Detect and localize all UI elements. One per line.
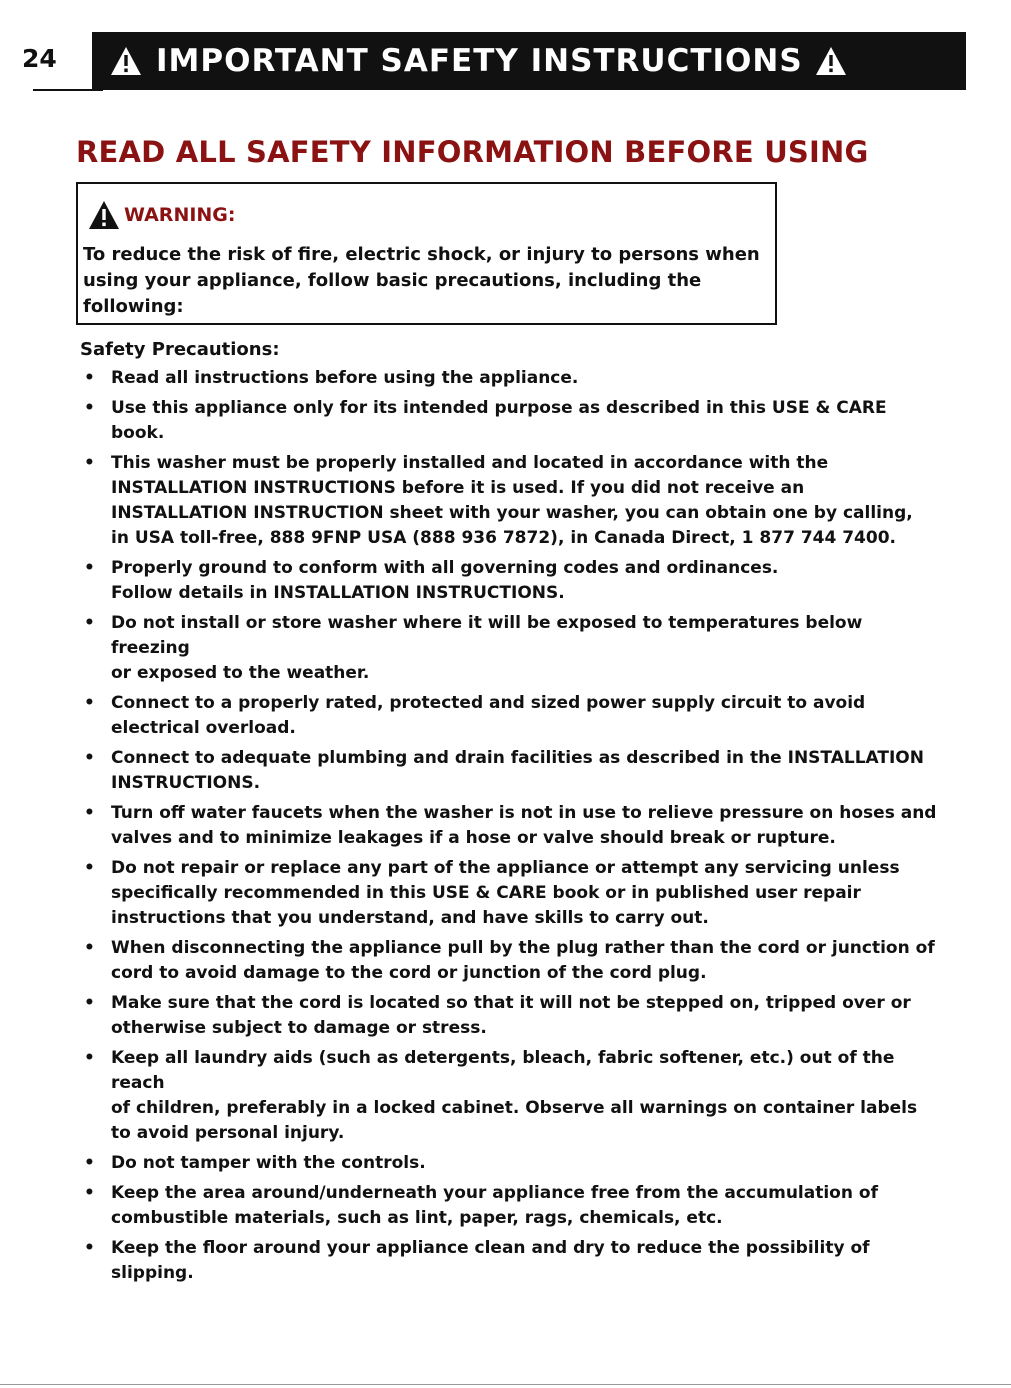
- bullet-icon: •: [84, 1048, 95, 1068]
- list-item-text: Keep the area around/underneath your appliance free from the accumulation of combustible materials, such as lint, paper, rags, chemicals, etc.: [111, 1183, 878, 1228]
- list-item: [80, 396, 940, 446]
- list-item: [80, 856, 940, 931]
- list-item-text: Keep the floor around your appliance clean and dry to reduce the possibility of slipping.: [111, 1238, 870, 1283]
- list-item: [80, 556, 940, 606]
- bottom-rule: [0, 1384, 1011, 1385]
- list-item: [80, 936, 940, 986]
- list-item: [80, 991, 940, 1041]
- warning-heading: [88, 200, 236, 230]
- bullet-icon: •: [84, 803, 95, 823]
- bullet-icon: •: [84, 748, 95, 768]
- list-item: [80, 1151, 940, 1176]
- bullet-icon: •: [84, 693, 95, 713]
- list-item-text: Keep all laundry aids (such as detergents, bleach, fabric softener, etc.) out of the reach of children, preferably in a locked cabinet. Observe all warnings on container labels to avoid personal injury.: [111, 1048, 918, 1143]
- page-number: 24: [22, 44, 57, 73]
- bullet-icon: •: [84, 558, 95, 578]
- bullet-icon: •: [84, 1183, 95, 1203]
- bullet-icon: •: [84, 938, 95, 958]
- list-item: [80, 611, 940, 686]
- list-item-text: Use this appliance only for its intended purpose as described in this USE & CARE book.: [111, 398, 887, 443]
- list-item-text: Connect to adequate plumbing and drain facilities as described in the INSTALLATION INSTRUCTIONS.: [111, 748, 924, 793]
- list-item-text: Connect to a properly rated, protected and sized power supply circuit to avoid electrical overload.: [111, 693, 866, 738]
- list-item: [80, 1236, 940, 1286]
- list-item-text: Do not install or store washer where it will be exposed to temperatures below freezing or exposed to the weather.: [111, 613, 863, 683]
- bullet-icon: •: [84, 613, 95, 633]
- list-item: [80, 801, 940, 851]
- warning-box: [76, 182, 777, 325]
- section-label: Safety Precautions:: [80, 339, 280, 360]
- list-item-text: This washer must be properly installed and located in accordance with the INSTALLATION INSTRUCTIONS before it is used. If you did not receive an INSTALLATION INSTRUCTION sheet with your washer, you can obtain one by calling, in USA toll-free, 888 9FNP USA (888 936 7872), in Canada Direct, 1 877 744 7400.: [111, 453, 913, 548]
- list-item: [80, 1046, 940, 1146]
- list-item-text: Turn off water faucets when the washer is not in use to relieve pressure on hoses and valves and to minimize leakages if a hose or valve should break or rupture.: [111, 803, 937, 848]
- list-item: [80, 746, 940, 796]
- page-title: READ ALL SAFETY INFORMATION BEFORE USING: [76, 135, 869, 169]
- list-item: [80, 366, 940, 391]
- bullet-icon: •: [84, 858, 95, 878]
- bullet-icon: •: [84, 993, 95, 1013]
- warning-triangle-icon: [815, 46, 847, 76]
- list-item-text: When disconnecting the appliance pull by the plug rather than the cord or junction of cord to avoid damage to the cord or junction of the cord plug.: [111, 938, 935, 983]
- list-item-text: Do not repair or replace any part of the appliance or attempt any servicing unless specifically recommended in this USE & CARE book or in published user repair instructions that you understand, and have skills to carry out.: [111, 858, 900, 928]
- bullet-icon: •: [84, 1238, 95, 1258]
- list-item-text: Properly ground to conform with all governing codes and ordinances. Follow details in INSTALLATION INSTRUCTIONS.: [111, 558, 779, 603]
- bullet-icon: •: [84, 368, 95, 388]
- list-item: [80, 451, 940, 551]
- bullet-icon: •: [84, 398, 95, 418]
- list-item: [80, 1181, 940, 1231]
- warning-text: To reduce the risk of fire, electric shock, or injury to persons when using your appliance, follow basic precautions, including the following:: [83, 244, 760, 317]
- banner-title: IMPORTANT SAFETY INSTRUCTIONS: [156, 43, 803, 79]
- warning-triangle-icon: [88, 200, 120, 230]
- list-item-text: Do not tamper with the controls.: [111, 1153, 426, 1173]
- bullet-icon: •: [84, 453, 95, 473]
- list-item: [80, 691, 940, 741]
- precautions-list: [80, 366, 940, 1291]
- bullet-icon: •: [84, 1153, 95, 1173]
- list-item-text: Read all instructions before using the appliance.: [111, 368, 579, 388]
- warning-triangle-icon: [110, 46, 142, 76]
- safety-banner: [92, 32, 966, 90]
- warning-label: WARNING:: [124, 204, 236, 226]
- list-item-text: Make sure that the cord is located so that it will not be stepped on, tripped over or otherwise subject to damage or stress.: [111, 993, 911, 1038]
